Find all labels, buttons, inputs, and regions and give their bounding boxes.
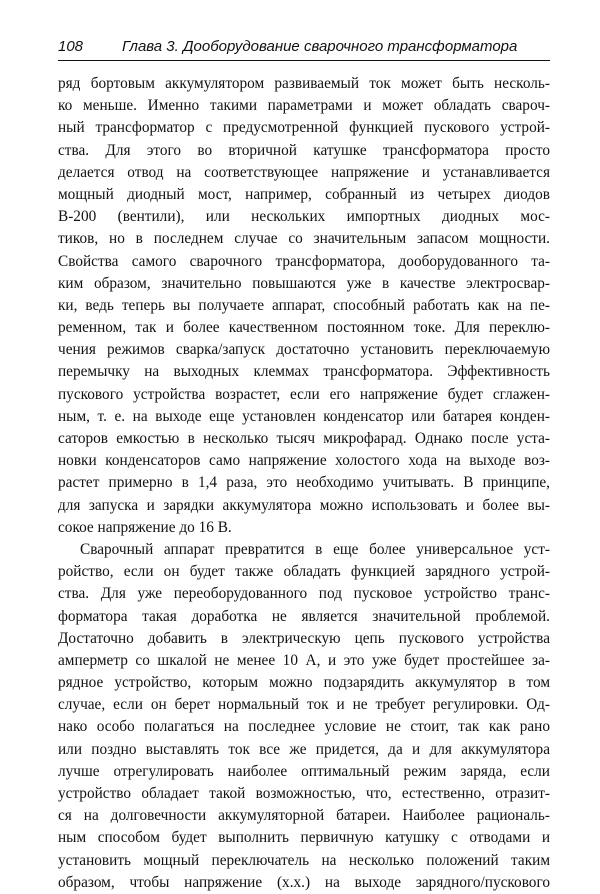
text-line: ства. Для уже переоборудованного под пусковое устройство транс- bbox=[58, 585, 550, 603]
text-line: Достаточно добавить в электрическую цепь пускового устройства bbox=[58, 629, 550, 647]
text-line: В-200 (вентили), или нескольких импортных диодных мос- bbox=[58, 208, 550, 226]
text-line: рядное устройство, которым можно подзарядить аккумулятор в том bbox=[58, 674, 550, 692]
text-line: ся на долговечности аккумуляторной батареи. Наиболее рациональ- bbox=[58, 807, 550, 825]
text-line: чения режимов сварка/запуск достаточно установить переключаемую bbox=[58, 341, 550, 359]
text-line: или поздно выставлять ток все же придется, да и для аккумулятора bbox=[58, 740, 550, 758]
text-line: амперметр со шкалой не менее 10 А, и это уже будет простейшее за- bbox=[58, 651, 550, 669]
page-number: 108 bbox=[58, 38, 84, 55]
body-text bbox=[58, 73, 550, 894]
text-line: лучше отрегулировать наиболее оптимальный режим заряда, если bbox=[58, 762, 550, 780]
paragraph-2 bbox=[58, 539, 550, 894]
text-line: нако особо полагаться на последнее условие не стоит, так как рано bbox=[58, 718, 550, 736]
text-line: ройство, если он будет также обладать функцией зарядного устрой- bbox=[58, 563, 550, 581]
text-line: саторов емкостью в несколько тысяч микрофарад. Однако после уста- bbox=[58, 430, 550, 447]
text-line: ный трансформатор с предусмотренной функцией пускового устрой- bbox=[58, 119, 550, 137]
text-line: мощный диодный мост, например, собранный из четырех диодов bbox=[58, 185, 550, 203]
text-line: ства. Для этого во вторичной катушке трансформатора просто bbox=[58, 141, 550, 159]
text-line: Свойства самого сварочного трансформатора, дооборудованного та- bbox=[58, 252, 550, 270]
text-line: тиков, но в последнем случае со значительным запасом мощности. bbox=[58, 230, 550, 248]
text-line: ным, т. е. на выходе еще установлен конденсатор или батарея конден- bbox=[58, 407, 550, 425]
text-line: установить мощный переключатель на несколько положений таким bbox=[58, 851, 550, 869]
text-line: сокое напряжение до 16 В. bbox=[58, 518, 232, 536]
text-line: новки конденсаторов само напряжение холостого хода на выходе воз- bbox=[58, 452, 550, 470]
text-line: пускового устройства возрастет, если его напряжение будет сглажен- bbox=[58, 385, 550, 403]
text-line: делается отвод на соответствующее напряжение и устанавливается bbox=[58, 163, 550, 181]
chapter-title: Глава 3. Дооборудование сварочного трансформатора bbox=[122, 38, 518, 55]
text-line: форматора такая доработка не является значительной проблемой. bbox=[58, 607, 550, 625]
text-line: образом, чтобы напряжение (х.х.) на выходе зарядного/пускового bbox=[58, 873, 550, 891]
text-line: перемычку на выходных клеммах трансформатора. Эффективность bbox=[58, 363, 550, 381]
text-line: ременном, так и более качественном постоянном токе. Для переклю- bbox=[58, 319, 550, 337]
text-line: растет примерно в 1,4 раза, это необходимо учитывать. В принципе, bbox=[58, 474, 550, 492]
text-line: для запуска и зарядки аккумулятора можно использовать и более вы- bbox=[58, 496, 550, 514]
text-line: ким образом, значительно повышаются уже в качестве электросвар- bbox=[58, 274, 550, 292]
text-line: Сварочный аппарат превратится в еще более универсальное уст- bbox=[80, 540, 550, 558]
running-header bbox=[58, 36, 550, 61]
paragraph-1 bbox=[58, 73, 550, 539]
text-line: ряд бортовым аккумулятором развиваемый ток может быть несколь- bbox=[58, 75, 550, 92]
text-line: ко меньше. Именно такими параметрами и может обладать свароч- bbox=[58, 97, 550, 115]
text-line: ки, ведь теперь вы получаете аппарат, способный работать как на пе- bbox=[58, 296, 550, 314]
text-line: устройство обладает такой возможностью, что, естественно, отразит- bbox=[58, 785, 550, 802]
text-line: случае, если он берет нормальный ток и не требует регулировки. Од- bbox=[58, 696, 550, 714]
text-line: ным способом будет выполнить первичную катушку с отводами и bbox=[58, 829, 550, 847]
